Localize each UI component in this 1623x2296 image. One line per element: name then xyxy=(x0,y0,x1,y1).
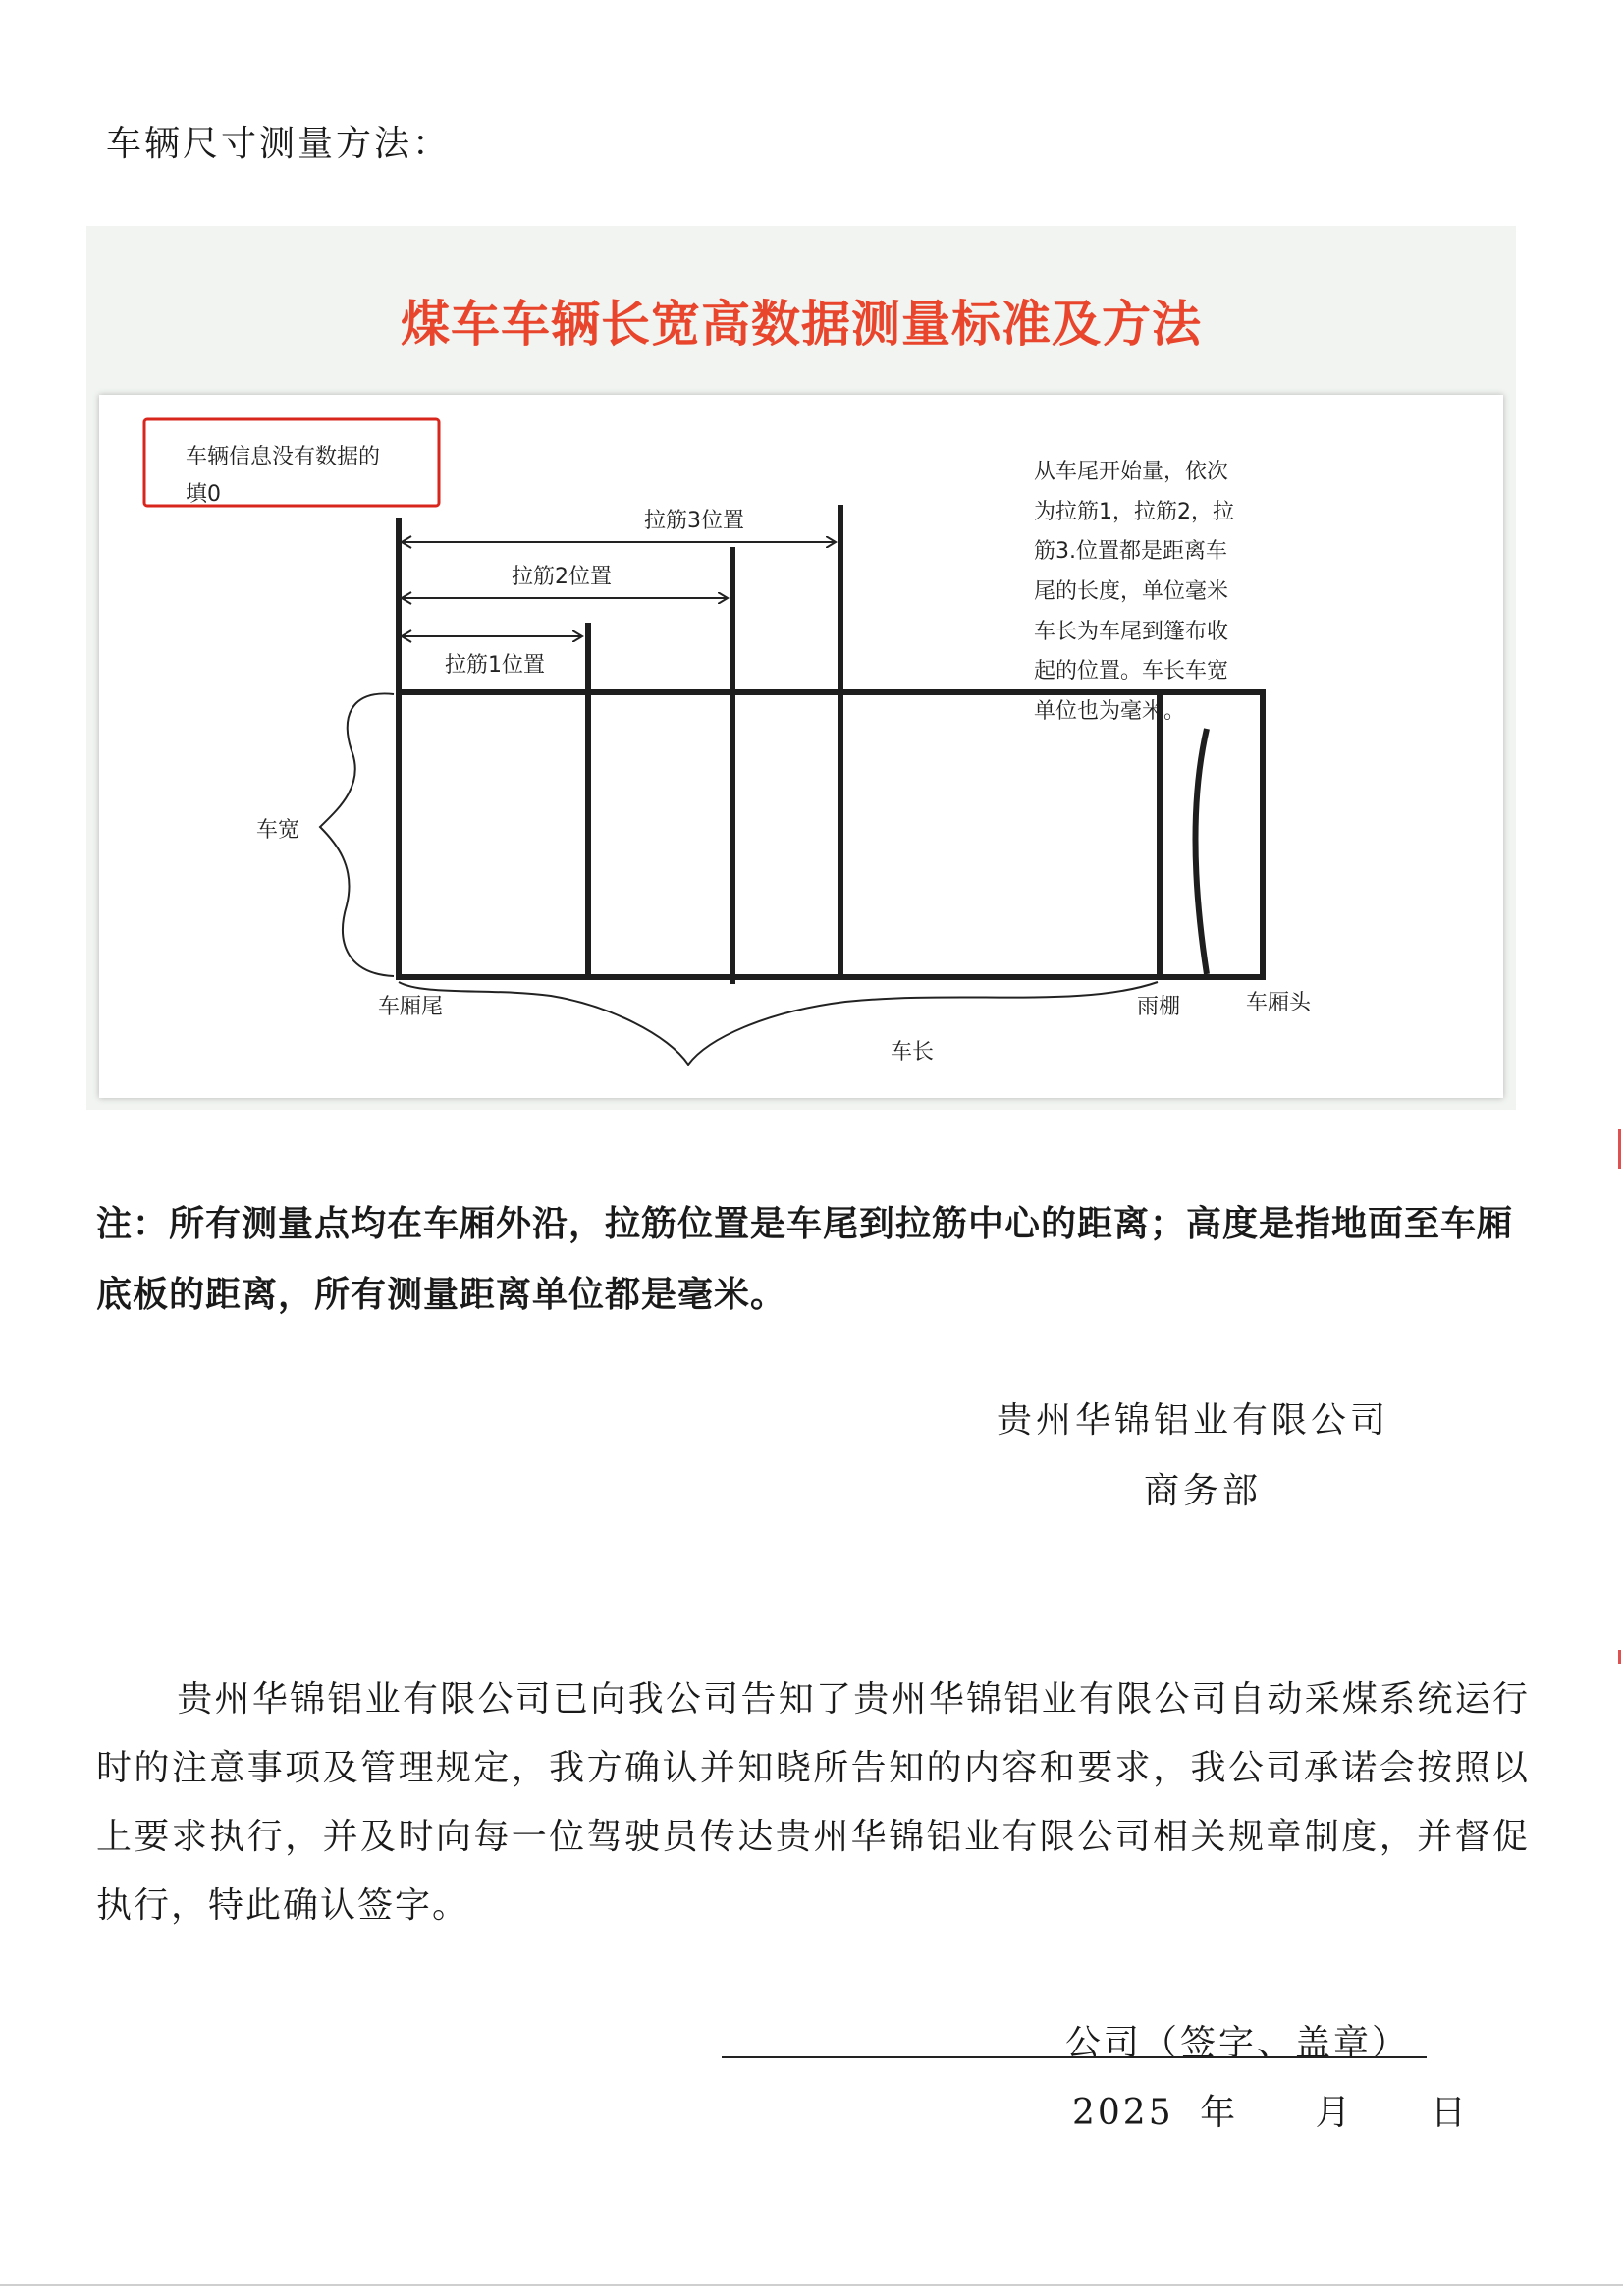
tarp-curve xyxy=(1196,729,1208,974)
desc-line-1: 从车尾开始量，依次 xyxy=(1034,460,1229,484)
scan-edge-mark xyxy=(1618,1650,1621,1664)
truck-diagram xyxy=(99,395,1503,1098)
measurement-figure xyxy=(86,226,1516,1110)
desc-line-6: 起的位置。车长车宽 xyxy=(1034,659,1229,683)
desc-line-3: 筋3.位置都是距离车 xyxy=(1034,539,1227,564)
diagram-panel xyxy=(99,395,1503,1098)
desc-line-2: 为拉筋1，拉筋2，拉 xyxy=(1034,500,1234,524)
issuer-company: 贵州华锦铝业有限公司 xyxy=(997,1400,1390,1441)
truck-body-outline xyxy=(399,692,1263,977)
signature-line xyxy=(722,2056,1427,2058)
date-year-unit: 年 xyxy=(1200,2093,1239,2133)
figure-title: 煤车车辆长宽高数据测量标准及方法 xyxy=(401,296,1202,353)
empty-note-line-2: 填0 xyxy=(186,482,221,507)
issuer-department: 商务部 xyxy=(1144,1471,1263,1511)
length-brace xyxy=(399,982,1158,1065)
length-label: 车长 xyxy=(891,1040,935,1065)
signature-label: 公司（签字、盖章） xyxy=(1065,2023,1411,2063)
desc-line-5: 车长为车尾到篷布收 xyxy=(1034,620,1229,644)
tail-label: 车厢尾 xyxy=(378,995,444,1019)
desc-line-4: 尾的长度，单位毫米 xyxy=(1034,579,1229,604)
desc-line-7: 单位也为毫米。 xyxy=(1034,699,1186,724)
page-heading: 车辆尺寸测量方法： xyxy=(106,124,452,164)
measurement-note: 注：所有测量点均在车厢外沿，拉筋位置是车尾到拉筋中心的距离；高度是指地面至车厢底板的距离，所有测量距离单位都是毫米。 xyxy=(96,1203,1514,1315)
confirmation-paragraph xyxy=(96,1666,1530,1941)
width-label: 车宽 xyxy=(256,818,300,843)
rib-3-label: 拉筋3位置 xyxy=(644,509,744,533)
confirmation-text: 贵州华锦铝业有限公司已向我公司告知了贵州华锦铝业有限公司自动采煤系统运行时的注意事项及管理规定，我方确认并知晓所告知的内容和要求，我公司承诺会按照以上要求执行，并及时向每一位驾驶员传达贵州华锦铝业有限公司相关规章制度，并督促执行，特此确认签字。 xyxy=(96,1679,1530,1926)
date-month-unit: 月 xyxy=(1315,2093,1354,2133)
rib-2-label: 拉筋2位置 xyxy=(512,565,612,589)
scan-bottom-edge xyxy=(0,2284,1623,2286)
empty-note-line-1: 车辆信息没有数据的 xyxy=(186,445,381,469)
head-label: 车厢头 xyxy=(1246,991,1312,1015)
canopy-label: 雨棚 xyxy=(1137,995,1181,1019)
scan-edge-mark xyxy=(1618,1129,1621,1169)
width-brace xyxy=(320,693,394,976)
date-year: 2025 xyxy=(1072,2093,1174,2133)
date-day-unit: 日 xyxy=(1431,2093,1470,2133)
rib-1-label: 拉筋1位置 xyxy=(445,653,545,678)
date-row xyxy=(1072,2085,1469,2135)
